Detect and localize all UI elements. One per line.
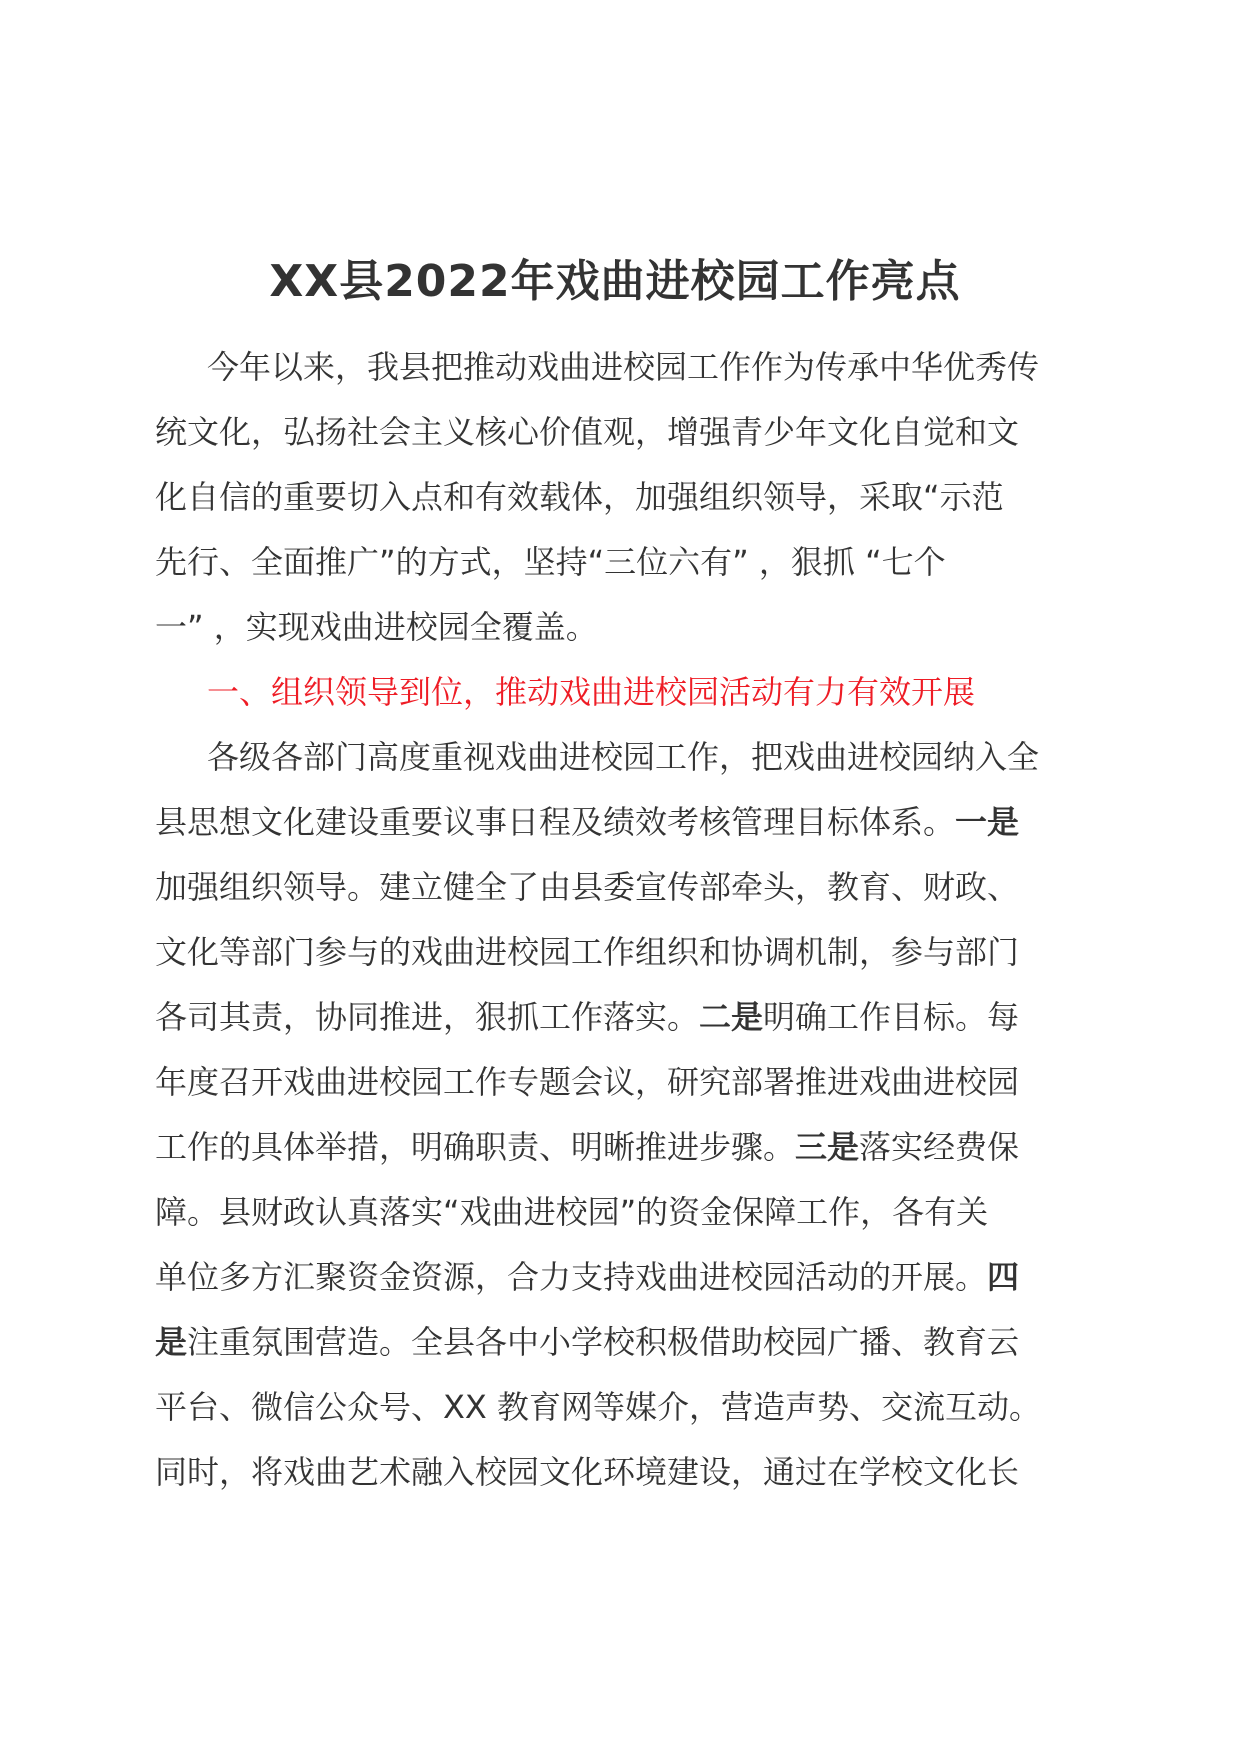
body-line	[155, 790, 1075, 855]
body-line	[155, 985, 1075, 1050]
body-line: 加强组织领导。建立健全了由县委宣传部牵头，教育、财政、	[155, 868, 1020, 906]
intro-line: 统文化，弘扬社会主义核心价值观，增强青少年文化自觉和文	[155, 413, 1020, 451]
body-text: 县思想文化建设重要议事日程及绩效考核管理目标体系。	[155, 803, 956, 841]
body-text: 落实经费保	[859, 1128, 1020, 1166]
document-page	[155, 0, 1075, 1754]
body-text: 工作的具体举措，明确职责、明晰推进步骤。	[155, 1128, 796, 1166]
emphasis-text: 四	[987, 1258, 1020, 1296]
body-line: 年度召开戏曲进校园工作专题会议，研究部署推进戏曲进校园	[155, 1063, 1020, 1101]
body-line: 同时，将戏曲艺术融入校园文化环境建设，通过在学校文化长	[155, 1453, 1020, 1491]
document-body	[155, 335, 1075, 1505]
intro-line: 先行、全面推广”的方式，坚持“三位六有” ，狠抓 “七个	[155, 543, 946, 581]
intro-line: 一” ，实现戏曲进校园全覆盖。	[155, 608, 598, 646]
body-text: 各司其责，协同推进，狠抓工作落实。	[155, 998, 700, 1036]
body-line: 平台、微信公众号、XX 教育网等媒介，营造声势、交流互动。	[155, 1388, 1042, 1426]
body-line	[155, 1245, 1075, 1310]
body-line	[155, 1310, 1075, 1375]
body-text: 单位多方汇聚资金资源，合力支持戏曲进校园活动的开展。	[155, 1258, 988, 1296]
intro-line: 今年以来，我县把推动戏曲进校园工作作为传承中华优秀传	[207, 348, 1040, 386]
emphasis-text: 三是	[795, 1128, 860, 1166]
body-text: 注重氛围营造。全县各中小学校积极借助校园广播、教育云	[187, 1323, 1020, 1361]
emphasis-text: 二是	[699, 998, 764, 1036]
intro-line: 化自信的重要切入点和有效载体，加强组织领导，采取“示范	[155, 478, 1004, 516]
emphasis-text: 一是	[955, 803, 1020, 841]
emphasis-text: 是	[155, 1323, 188, 1361]
document-title: XX县2022年戏曲进校园工作亮点	[269, 256, 961, 307]
body-text: 明确工作目标。每	[763, 998, 1020, 1036]
body-line	[155, 1115, 1075, 1180]
body-line: 各级各部门高度重视戏曲进校园工作，把戏曲进校园纳入全	[207, 738, 1040, 776]
body-line: 障。县财政认真落实“戏曲进校园”的资金保障工作，各有关	[155, 1193, 989, 1231]
body-line: 文化等部门参与的戏曲进校园工作组织和协调机制，参与部门	[155, 933, 1020, 971]
section-heading: 一、组织领导到位，推动戏曲进校园活动有力有效开展	[207, 673, 976, 711]
